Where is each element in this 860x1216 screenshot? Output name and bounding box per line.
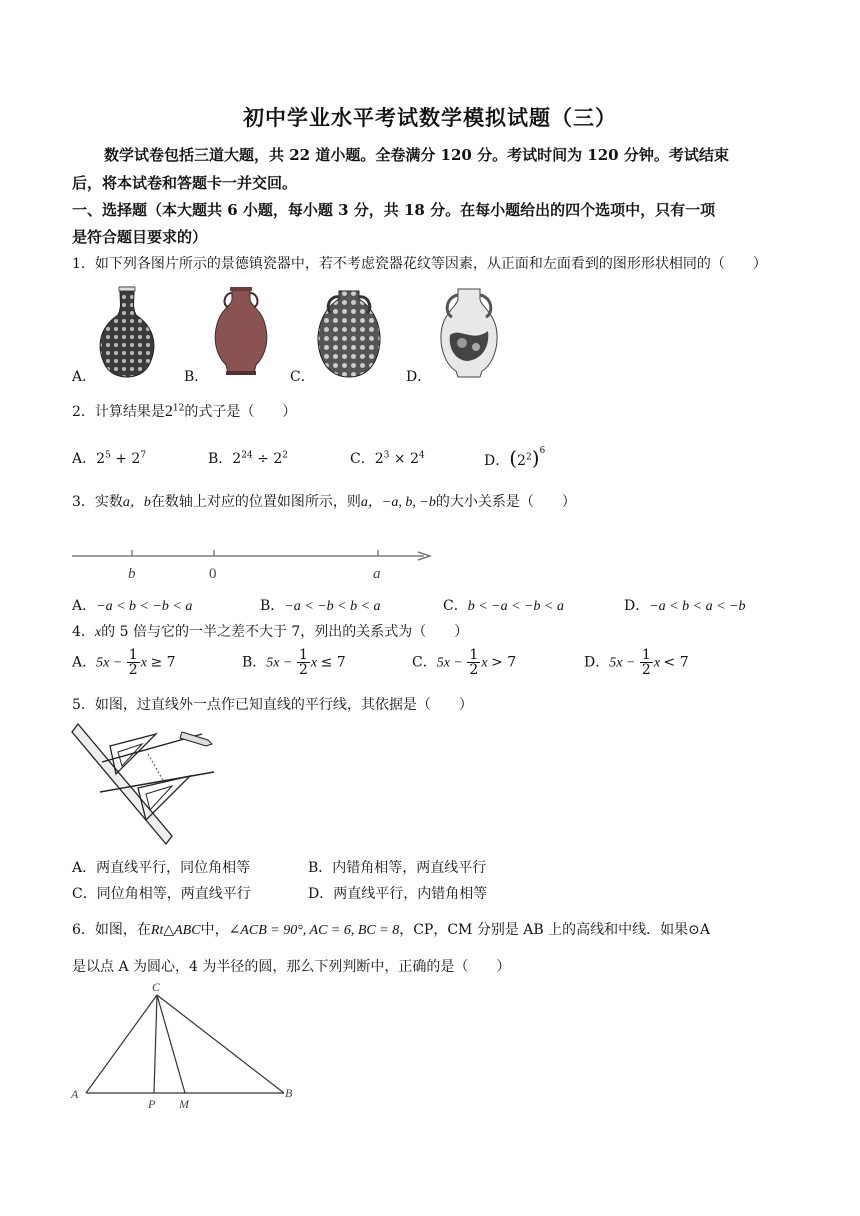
question-5-option-c: C．同位角相等，两直线平行 [72,886,251,902]
question-4-option-b: B．5x − $\frac{1}{2}$ x ≤ 7 [242,647,346,678]
question-3-option-d: D．−a < b < a < −b [624,598,746,614]
intro-line-2: 后，将本试卷和答题卡一并交回。 [72,174,298,192]
question-2-option-c: C．$2^3 \times 2^4$ [350,450,425,467]
number-line-figure [72,540,434,584]
question-4-text: 4．x的 5 倍与它的一半之差不大于 7，列出的关系式为（ ） [72,624,469,640]
vase-image-c [313,289,385,381]
question-2-option-d: D．$(2^2)^6$ [484,446,546,470]
question-1-option-d: D． [406,369,432,385]
triangle-label-p: P [148,1097,156,1111]
question-1-option-a: A． [72,369,97,385]
question-6-text-line-2: 是以点 A 为圆心，4 为半径的圆，那么下列判断中，正确的是（ ） [72,959,511,975]
question-2-option-b: B．$2^{24} \div 2^2$ [208,450,288,467]
question-6-text-line-1: 6．如图，在Rt△ABC中，∠ACB = 90°, AC = 6, BC = 8，CP，CM 分别是 AB 上的高线和中线．如果⊙A [72,922,710,938]
question-1-option-b: B． [184,369,209,385]
vase-image-b [210,285,272,377]
section-heading-line-1: 一、选择题（本大题共 6 小题，每小题 3 分，共 18 分。在每小题给出的四个选项中，只有一项 [72,201,716,219]
question-3-option-c: C．b < −a < −b < a [443,598,564,614]
section-heading-line-2: 是符合题目要求的） [72,228,208,246]
number-line-label-b: b [128,566,136,582]
vase-image-a [96,285,158,380]
triangle-abc-figure [68,980,298,1110]
question-5-option-d: D．两直线平行，内错角相等 [308,886,488,902]
question-5-text: 5．如图，过直线外一点作已知直线的平行线，其依据是（ ） [72,697,473,713]
triangle-label-m: M [179,1097,189,1111]
question-4-option-d: D．5x − $\frac{1}{2}$ x < 7 [584,647,689,678]
question-2-text: 2．计算结果是$2^{12}$的式子是（ ） [72,403,297,420]
number-line-label-a: a [373,566,381,582]
question-1-option-c: C． [290,369,315,385]
question-4-option-a: A．5x − $\frac{1}{2}$ x ≥ 7 [72,647,176,678]
question-1-text: 1．如下列各图片所示的景德镇瓷器中，若不考虑瓷器花纹等因素，从正面和左面看到的图形形状相同的（ ） [72,256,767,272]
triangle-label-a: A [71,1087,79,1101]
vase-image-d [436,287,502,379]
question-5-option-a: A．两直线平行，同位角相等 [72,860,251,876]
page-title: 初中学业水平考试数学模拟试题（三） [243,105,617,130]
question-3-text: 3．实数a，b在数轴上对应的位置如图所示，则a，−a, b, −b的大小关系是（ ） [72,494,576,510]
intro-line-1: 数学试卷包括三道大题，共 22 道小题。全卷满分 120 分。考试时间为 120 分钟。考试结束 [104,146,729,164]
number-line-label-0: 0 [209,566,217,582]
triangle-label-b: B [285,1086,293,1100]
parallel-line-set-square-figure [72,724,218,844]
question-3-option-a: A．−a < b < −b < a [72,598,193,614]
question-3-option-b: B．−a < −b < b < a [260,598,381,614]
question-4-option-c: C．5x − $\frac{1}{2}$ x > 7 [412,647,517,678]
question-2-option-a: A．$2^5 + 2^7$ [72,450,147,467]
triangle-label-c: C [152,980,161,994]
question-5-option-b: B．内错角相等，两直线平行 [308,860,487,876]
